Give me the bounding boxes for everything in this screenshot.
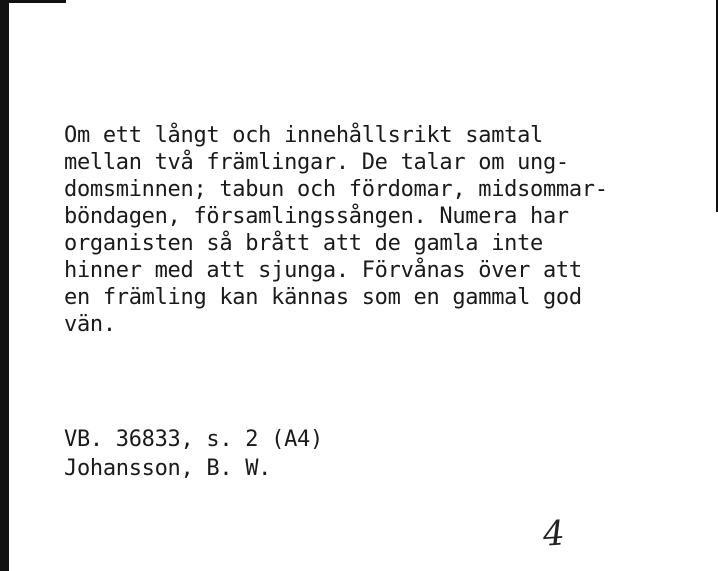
handwritten-page-number: 4 [541, 513, 567, 555]
description-line: Om ett långt och innehållsrikt samtal [64, 123, 543, 148]
description-line: en främling kan kännas som en gammal god [64, 285, 582, 310]
description-line: organisten så brått att de gamla inte [64, 231, 543, 256]
description-line: vän. [64, 312, 116, 337]
description-line: mellan två främlingar. De talar om ung- [64, 150, 569, 175]
reference-signum: VB. 36833, s. 2 (A4) [64, 427, 323, 452]
card-top-edge [0, 0, 66, 3]
reference-block [64, 425, 323, 483]
card-left-edge [0, 0, 9, 571]
description-line: domsminnen; tabun och fördomar, midsommar- [64, 177, 608, 202]
description-line: hinner med att sjunga. Förvånas över att [64, 258, 582, 283]
description-line: böndagen, församlingssången. Numera har [64, 204, 569, 229]
description-text [64, 122, 608, 338]
reference-name: Johansson, B. W. [64, 456, 272, 481]
